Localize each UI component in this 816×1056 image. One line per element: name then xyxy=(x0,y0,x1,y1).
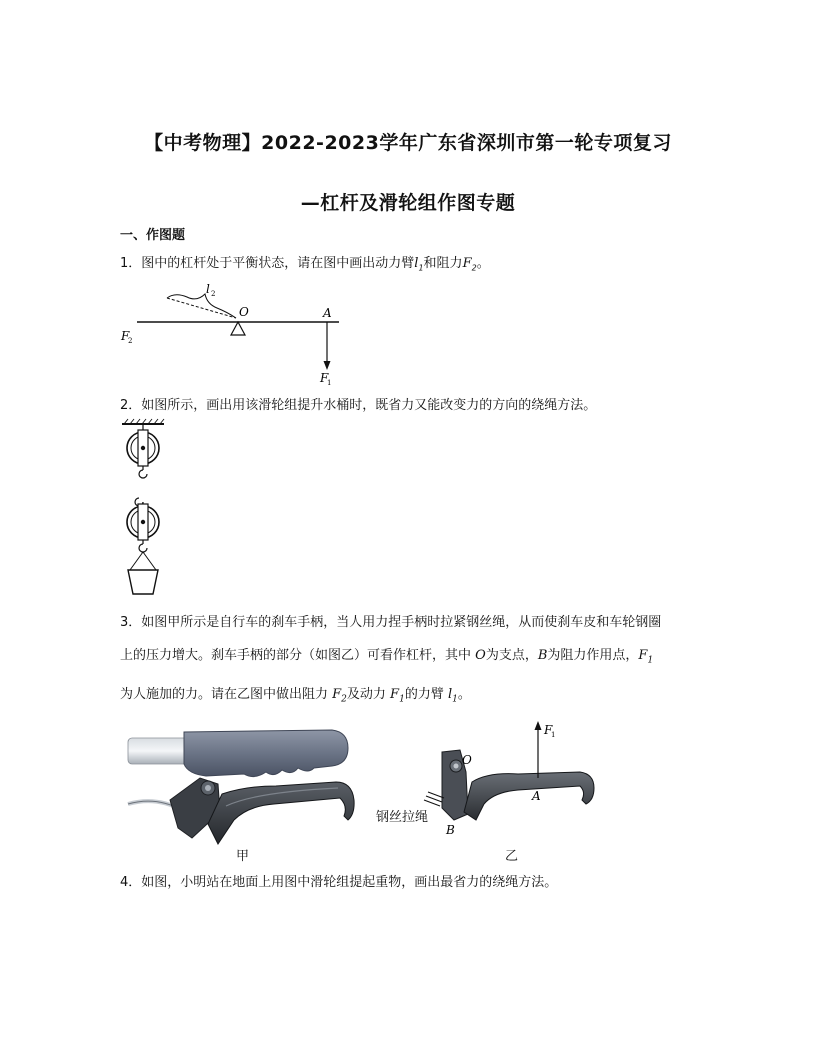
brake-lever xyxy=(208,782,354,844)
label-B: B xyxy=(446,823,455,837)
wire-label: 钢丝拉绳 xyxy=(376,810,429,825)
force-f1-arrowhead xyxy=(324,361,331,370)
label-F2: F xyxy=(121,329,130,343)
section-heading: 一、作图题 xyxy=(120,228,186,243)
wire-dashes xyxy=(424,792,444,806)
doc-title-line1: 【中考物理】2022-2023学年广东省深圳市第一轮专项复习 xyxy=(144,132,672,154)
label-A: A xyxy=(532,789,541,803)
label-l2-sub: 2 xyxy=(211,290,216,298)
label-l2: l xyxy=(206,282,210,296)
q1-symbol-f2: F xyxy=(462,256,472,271)
arm-l2-dashed xyxy=(167,298,236,318)
question-1-text xyxy=(120,256,490,277)
doc-title-line2: —杠杆及滑轮组作图专题 xyxy=(300,192,516,214)
q1-symbol-l1: l xyxy=(414,256,419,271)
label-F1-sub: 1 xyxy=(327,379,332,387)
q1-text-after: 。 xyxy=(476,256,490,271)
lever-arm xyxy=(464,772,594,820)
q3-line-1: 3．如图甲所示是自行车的刹车手柄，当人用力捏手柄时拉紧钢丝绳，从而使刹车皮和车轮钢圈 xyxy=(120,615,662,630)
figure-label-jia: 甲 xyxy=(236,849,250,864)
q1-text-before: 1．图中的杠杆处于平衡状态，请在图中画出动力臂 xyxy=(120,256,415,271)
q1-symbol-f2-sub: 2 xyxy=(471,263,477,273)
label-F1: F xyxy=(320,371,329,385)
pulley-figure-q2 xyxy=(118,418,174,598)
q1-text-mid: 和阻力 xyxy=(423,256,463,271)
fulcrum-triangle xyxy=(231,322,245,335)
bucket-handle xyxy=(130,552,156,570)
label-A: A xyxy=(323,306,332,320)
question-3-text xyxy=(120,606,700,716)
q3-line-3: 为人施加的力。请在乙图中做出阻力 $F_2$及动力 $F_1$的力臂 $l_1$。 xyxy=(120,686,471,705)
movable-pulley-bottom-hook xyxy=(139,544,147,552)
question-2-text: 2．如图所示，画出用该滑轮组提升水桶时，既省力又能改变力的方向的绕绳方法。 xyxy=(120,398,597,413)
label-O: O xyxy=(239,305,249,319)
label-F1: F xyxy=(544,723,553,737)
arm-l2-brace xyxy=(167,294,236,318)
q3-line-2: 上的压力增大。刹车手柄的部分（如图乙）可看作杠杆，其中 O为支点，B为阻力作用点，$F_1$ xyxy=(120,648,654,666)
label-F1-sub: 1 xyxy=(551,731,556,739)
label-F2-sub: 2 xyxy=(128,337,133,345)
question-4-text: 4．如图，小明站在地面上用图中滑轮组提起重物，画出最省力的绕绳方法。 xyxy=(120,875,558,890)
lever-figure-q1 xyxy=(115,278,355,390)
q1-symbol-l1-sub: 1 xyxy=(418,263,424,273)
bucket-icon xyxy=(128,570,158,594)
handle-grip xyxy=(184,730,348,777)
figure-label-yi: 乙 xyxy=(505,849,519,864)
label-O: O xyxy=(462,753,472,767)
fixed-pulley-hook xyxy=(139,470,147,478)
force-F1-arrowhead xyxy=(535,721,542,730)
